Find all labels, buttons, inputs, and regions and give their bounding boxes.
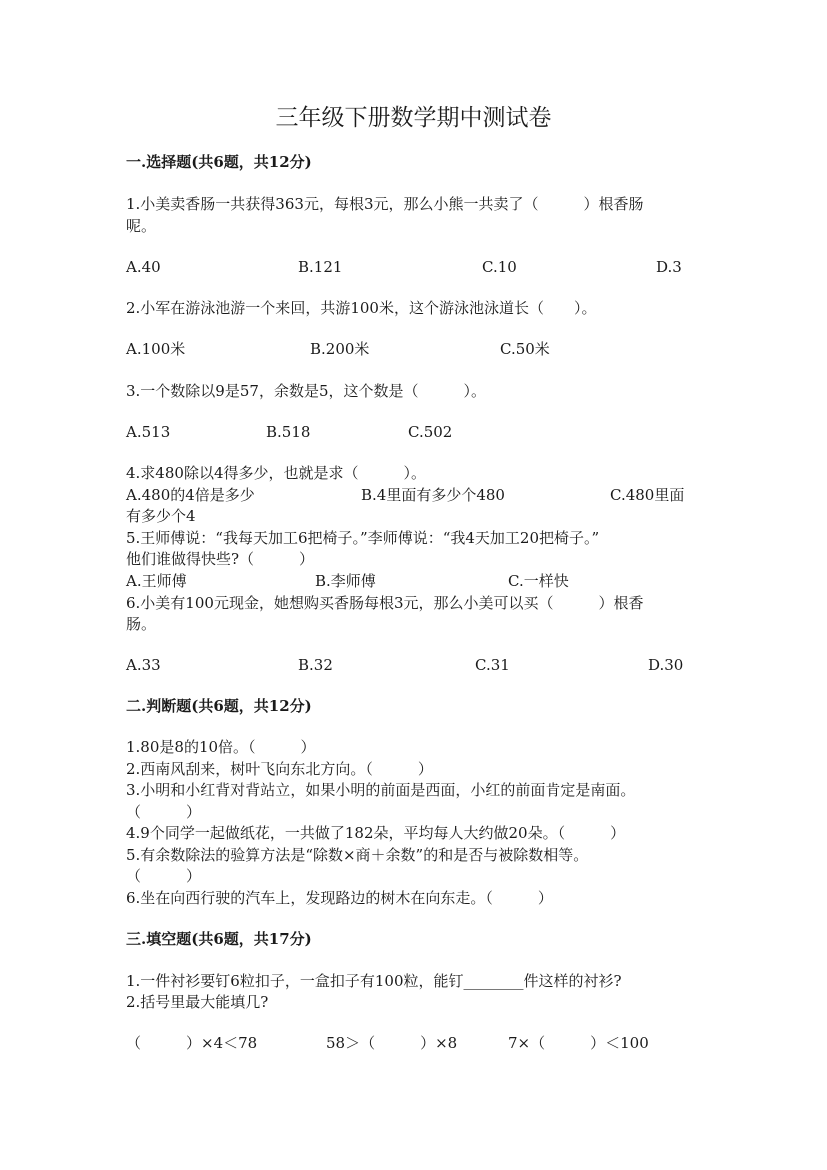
option-c: C.10 (482, 258, 517, 276)
page-title: 三年级下册数学期中测试卷 (275, 105, 552, 131)
fill-question-2: 2.括号里最大能填几? (126, 993, 269, 1011)
question-1-text: 1.小美卖香肠一共获得363元，每根3元，那么小熊一共卖了（ ）根香肠 (126, 195, 644, 213)
question-5-text-cont: 他们谁做得快些?（ ） (126, 550, 315, 568)
option-b: B.4里面有多少个480 (361, 486, 505, 504)
question-6-text-cont: 肠。 (126, 615, 157, 633)
judgement-item: 6.坐在向西行驶的汽车上，发现路边的树木在向东走。（ ） (126, 889, 553, 907)
section-heading-judgement: 二.判断题(共6题，共12分) (126, 697, 312, 715)
option-b: B.518 (266, 423, 311, 441)
option-c: C.480里面 (610, 486, 685, 504)
fill-question-1: 1.一件衬衫要钉6粒扣子，一盒扣子有100粒，能钉________件这样的衬衫? (126, 972, 622, 990)
section-heading-choice: 一.选择题(共6题，共12分) (126, 153, 312, 171)
question-1-text-cont: 呢。 (126, 217, 157, 235)
judgement-item-cont: （ ） (126, 803, 202, 821)
question-3-text: 3.一个数除以9是57，余数是5，这个数是（ ）。 (126, 382, 486, 400)
option-b: B.121 (298, 258, 343, 276)
judgement-item: 1.80是8的10倍。（ ） (126, 738, 316, 756)
question-6-text: 6.小美有100元现金，她想购买香肠每根3元，那么小美可以买（ ）根香 (126, 594, 644, 612)
option-b: B.200米 (310, 340, 370, 358)
judgement-item: 3.小明和小红背对背站立，如果小明的前面是西面，小红的前面肯定是南面。 (126, 781, 636, 799)
option-a: A.40 (126, 258, 161, 276)
question-5-text: 5.王师傅说：“我每天加工6把椅子。”李师傅说：“我4天加工20把椅子。” (126, 529, 600, 547)
option-b: B.32 (298, 656, 333, 674)
judgement-item: 4.9个同学一起做纸花，一共做了182朵，平均每人大约做20朵。（ ） (126, 824, 626, 842)
option-c: C.50米 (500, 340, 550, 358)
option-a: A.33 (126, 656, 161, 674)
option-c: C.502 (408, 423, 453, 441)
option-b: B.李师傅 (315, 572, 376, 590)
option-a: A.480的4倍是多少 (126, 486, 255, 504)
option-d: D.30 (648, 656, 684, 674)
question-2-text: 2.小军在游泳池游一个来回，共游100米，这个游泳池泳道长（ ）。 (126, 299, 597, 317)
expression: 58＞（ ）×8 (326, 1034, 458, 1052)
option-c: C.31 (475, 656, 510, 674)
question-4-text: 4.求480除以4得多少，也就是求（ ）。 (126, 464, 426, 482)
option-d: D.3 (656, 258, 682, 276)
option-c-cont: 有多少个4 (126, 507, 196, 525)
option-a: A.100米 (126, 340, 186, 358)
judgement-item: 5.有余数除法的验算方法是“除数×商＋余数”的和是否与被除数相等。 (126, 846, 589, 864)
section-heading-fill: 三.填空题(共6题，共17分) (126, 930, 312, 948)
option-c: C.一样快 (508, 572, 569, 590)
expression: （ ）×4＜78 (126, 1034, 258, 1052)
judgement-item: 2.西南风刮来，树叶飞向东北方向。（ ） (126, 760, 433, 778)
option-a: A.王师傅 (126, 572, 187, 590)
expression: 7×（ ）＜100 (508, 1034, 649, 1052)
judgement-item-cont: （ ） (126, 867, 202, 885)
option-a: A.513 (126, 423, 171, 441)
